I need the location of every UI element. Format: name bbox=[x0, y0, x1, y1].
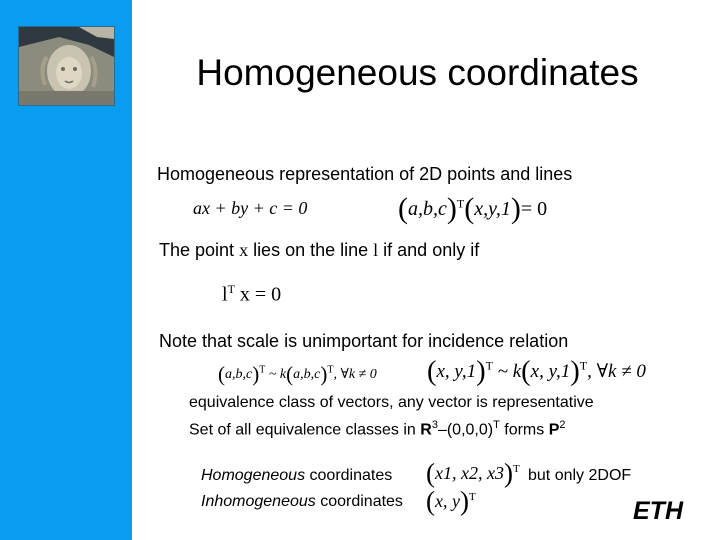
intro-text: Homogeneous representation of 2D points and lines bbox=[157, 164, 573, 184]
svg-text:ETH: ETH bbox=[633, 498, 683, 522]
dof-note: but only 2DOF bbox=[528, 467, 632, 484]
incidence-equation: $l^T$ x = 0 bbox=[222, 282, 282, 306]
homogeneous-vector: (x1, x2, x3)$^T$ bbox=[426, 458, 520, 488]
equivalence-set-text: Set of all equivalence classes in $R^3-(0,0,0)^T$ forms $P^2$ bbox=[189, 419, 566, 439]
equivalence-class-text: equivalence class of vectors, any vector is representative bbox=[189, 394, 594, 411]
point-on-line-text: The point x lies on the line l if and only if bbox=[159, 240, 480, 260]
slide-title: Homogeneous coordinates bbox=[196, 52, 639, 93]
scale-point-equation: (x, y,1)$^T$ ~ k(x, y,1)$^T$, ∀k ≠ 0 bbox=[427, 356, 646, 387]
homogeneous-coordinates-label: Homogeneous coordinates bbox=[201, 467, 393, 484]
dot-product-equation: $(a,b,c)^T(x,y,1)= 0$ bbox=[398, 192, 548, 225]
eth-logo bbox=[633, 498, 695, 522]
inhomogeneous-vector: (x, y)$^T$ bbox=[426, 486, 476, 516]
medusa-relief-image bbox=[18, 26, 115, 106]
scale-line-equation: $(a,b,c)^T$ ~ $k(a,b,c)^T$, ∀k ≠ 0 bbox=[218, 362, 377, 386]
scale-note: Note that scale is unimportant for incidence relation bbox=[159, 331, 569, 351]
inhomogeneous-coordinates-label: Inhomogeneous coordinates bbox=[201, 493, 403, 510]
line-equation: ax + by + c = 0 bbox=[193, 198, 308, 218]
